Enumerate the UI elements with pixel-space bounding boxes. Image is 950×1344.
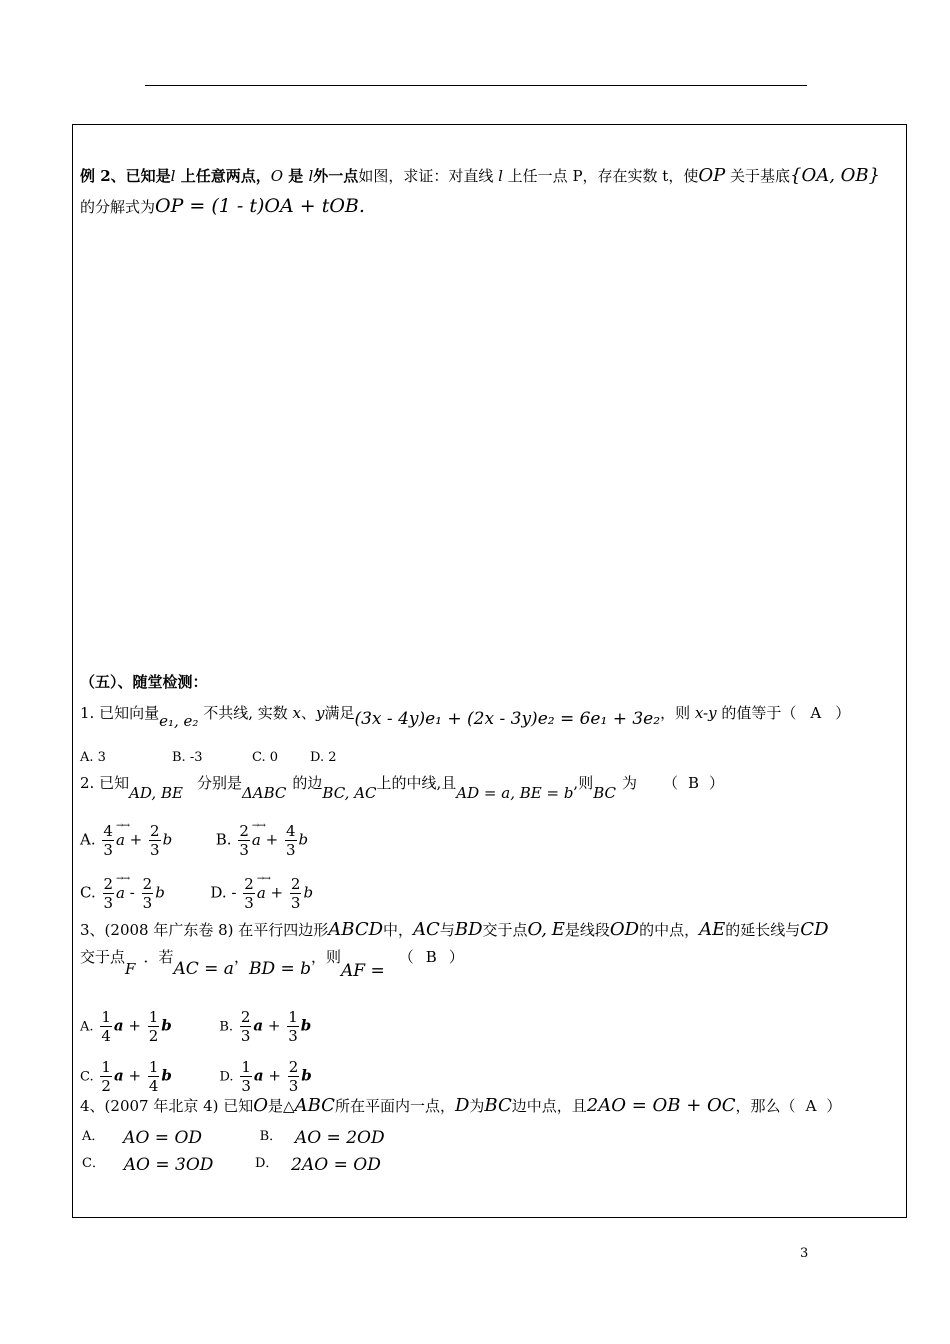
example-2-text: 如图，求证：对直线 xyxy=(358,167,499,185)
var-y: y xyxy=(315,704,325,722)
basis-set: {OA, OB} xyxy=(790,165,881,186)
q2-text: 的边 xyxy=(292,774,323,792)
q4-prefix: 4、(2007 年北京 4) 已知 xyxy=(80,1097,254,1115)
q4-condition: 2AO = OB + OC xyxy=(586,1095,736,1116)
page-number: 3 xyxy=(800,1246,809,1261)
section-title: （五）、随堂检测： xyxy=(80,673,208,691)
q4-options-row2 xyxy=(82,1152,381,1174)
var-x: x xyxy=(292,704,301,722)
vector-b: b xyxy=(298,830,309,849)
q3-paren: ） xyxy=(448,948,464,966)
vector-a: →→ a xyxy=(116,873,130,902)
content-frame xyxy=(72,124,907,1218)
example-2-prefix: 例 2、已知是 xyxy=(80,167,171,185)
q2-text: 上的中线,且 xyxy=(376,774,457,792)
q2-options-row2 xyxy=(80,875,313,912)
q2-text: 分别是 xyxy=(196,774,242,792)
operator: + xyxy=(270,883,284,902)
q1-sep: 、 xyxy=(300,704,316,722)
vector-b: b xyxy=(161,1066,172,1085)
operator: + xyxy=(128,1016,141,1035)
q2-target: BC xyxy=(593,784,616,802)
q3-text: 交于点 xyxy=(482,921,528,939)
q3-bd: BD xyxy=(454,919,483,940)
q3-od: OD xyxy=(609,919,640,940)
vector-a: →→ a xyxy=(251,820,265,849)
q2-option-c-label: C. xyxy=(80,883,96,902)
vector-b: b xyxy=(161,1016,172,1035)
question-3-line2 xyxy=(80,947,464,981)
q1-text: 的值等于（ xyxy=(716,704,797,722)
vector-b: b xyxy=(300,1016,312,1035)
operator: + xyxy=(267,1016,281,1035)
q3-abcd: ABCD xyxy=(328,919,384,940)
q3-text: 是线段 xyxy=(564,921,610,939)
q2-option-b-label: B. xyxy=(215,830,232,849)
fraction: $\frac{2}{3}$ xyxy=(150,822,160,859)
vector-b: b xyxy=(303,883,314,902)
q4-text: ，那么（ xyxy=(735,1097,796,1115)
q3-prefix: 3、(2008 年广东卷 8) 在平行四边形 xyxy=(80,921,329,939)
q2-condition: AD = a, BE = b xyxy=(456,784,574,802)
fraction: $\frac{2}{3}$ xyxy=(290,875,301,912)
fraction: $\frac{2}{3}$ xyxy=(288,1058,299,1095)
fraction: $\frac{1}{3}$ xyxy=(241,1058,251,1095)
q3-condition-bd: BD = b xyxy=(248,959,312,979)
fraction: $\frac{4}{3}$ xyxy=(285,822,296,859)
q1-close: ） xyxy=(835,704,851,722)
fraction: $\frac{2}{3}$ xyxy=(142,875,153,912)
q1-prefix: 1. 已知向量 xyxy=(80,704,160,722)
q2-sides: BC, AC xyxy=(322,784,377,802)
q4-text: 为 xyxy=(469,1097,485,1115)
q4-option-d-expr: 2AO = OD xyxy=(291,1155,381,1175)
q4-option-c-label: C． xyxy=(82,1156,105,1171)
q2-paren: ） xyxy=(709,774,725,792)
question-1 xyxy=(80,703,851,730)
q4-text: 所在平面内一点， xyxy=(334,1097,455,1115)
q1-option-c: C. 0 xyxy=(252,750,279,765)
q3-text: 交于点 xyxy=(80,948,126,966)
q3-af: AF = xyxy=(341,961,385,981)
example-2-text: 关于基底 xyxy=(725,167,790,185)
operator: + xyxy=(129,830,143,849)
q1-option-a: A. 3 xyxy=(80,750,106,765)
q3-text: 与 xyxy=(439,921,455,939)
q4-o: O xyxy=(253,1095,269,1116)
fraction: $\frac{1}{4}$ xyxy=(148,1058,159,1095)
operator: + xyxy=(265,830,279,849)
q4-d: D xyxy=(454,1095,470,1116)
operator: + xyxy=(128,1066,142,1085)
q2-text: 为 xyxy=(621,774,637,792)
q2-option-a-label: A. xyxy=(80,830,96,849)
fraction: $\frac{1}{3}$ xyxy=(288,1008,298,1045)
q1-options xyxy=(80,748,337,768)
fraction: $\frac{1}{2}$ xyxy=(148,1008,159,1045)
fraction: $\frac{1}{2}$ xyxy=(101,1058,111,1095)
q4-option-d-label: D． xyxy=(254,1156,279,1171)
q4-abc: ABC xyxy=(294,1095,335,1116)
q3-text: ， xyxy=(233,948,249,966)
vector-b: b xyxy=(301,1066,312,1085)
q1-vectors: e₁, e₂ xyxy=(159,712,199,730)
q4-option-b-label: B． xyxy=(259,1129,283,1144)
q2-options-row1 xyxy=(80,822,308,859)
example-2-line2 xyxy=(80,196,365,217)
q2-text: ,则 xyxy=(573,774,594,792)
q3-ac: AC xyxy=(413,919,440,940)
q1-equation: (3x - 4y)e₁ + (2x - 3y)e₂ = 6e₁ + 3e₂ xyxy=(354,709,661,729)
var-l: l xyxy=(498,167,503,185)
vector-a: a xyxy=(253,1066,264,1085)
q4-option-a-label: A． xyxy=(82,1129,105,1144)
q2-option-d-label: D. xyxy=(210,883,227,902)
q4-option-c-expr: AO = 3OD xyxy=(123,1155,214,1175)
q2-paren: （ xyxy=(663,774,679,792)
vector-a: →→ a xyxy=(256,873,270,902)
q3-o: O, xyxy=(527,919,547,940)
q3-answer: B xyxy=(425,948,437,966)
q3-e: E xyxy=(551,919,565,940)
var-l: l xyxy=(308,167,314,185)
example-2-text: 的分解式为 xyxy=(80,198,156,216)
q3-text: ，则 xyxy=(311,948,342,966)
q2-triangle: ΔABC xyxy=(241,784,287,802)
fraction: $\frac{4}{3}$ xyxy=(103,822,113,859)
q4-bc: BC xyxy=(484,1095,512,1116)
q1-answer: A xyxy=(810,704,822,722)
q1-option-d: D. 2 xyxy=(310,750,337,765)
vector-a: a xyxy=(113,1016,124,1035)
vector-op: OP xyxy=(698,165,726,186)
vector-a: a xyxy=(253,1016,264,1035)
fraction: $\frac{2}{3}$ xyxy=(239,822,249,859)
vector-b: b xyxy=(155,883,165,902)
q3-text: 的延长线与 xyxy=(725,921,801,939)
q3-option-a-label: A. xyxy=(80,1019,94,1035)
example-2-line1 xyxy=(80,166,880,186)
q3-paren: （ xyxy=(398,948,414,966)
q4-close: ） xyxy=(826,1097,842,1115)
vector-a: →→ a xyxy=(115,820,130,849)
operator: - xyxy=(231,883,237,902)
q2-prefix: 2. 已知 xyxy=(80,774,130,792)
q3-option-d-label: D. xyxy=(219,1069,234,1085)
q3-cd: CD xyxy=(800,919,829,940)
q3-options-row2 xyxy=(80,1058,312,1095)
q4-text: 是△ xyxy=(268,1097,295,1115)
q4-text: 边中点，且 xyxy=(511,1097,587,1115)
q3-options-row1 xyxy=(80,1008,311,1045)
q1-xy: x-y xyxy=(694,704,717,722)
q4-option-b-expr: AO = 2OD xyxy=(294,1128,385,1148)
var-o: O xyxy=(270,167,284,185)
example-2-text: 上任一点 P，存在实数 t，使 xyxy=(502,167,699,185)
vector-b: b xyxy=(162,830,173,849)
q1-text: 不共线, 实数 xyxy=(198,704,293,722)
q3-f: F xyxy=(125,960,136,978)
question-2 xyxy=(80,773,725,802)
q1-text: ，则 xyxy=(660,704,695,722)
q3-ae: AE xyxy=(699,919,726,940)
q2-answer: B xyxy=(688,774,700,792)
example-2-text: 上任意两点， xyxy=(175,167,271,185)
q3-text: 的中点， xyxy=(639,921,700,939)
fraction: $\frac{2}{3}$ xyxy=(240,1008,251,1045)
fraction: $\frac{2}{3}$ xyxy=(103,875,114,912)
fraction: $\frac{1}{4}$ xyxy=(101,1008,111,1045)
q1-text: 满足 xyxy=(324,704,355,722)
q3-text: 中， xyxy=(383,921,414,939)
q2-segments: AD, BE xyxy=(129,784,183,802)
q3-condition-ac: AC = a xyxy=(173,959,234,979)
q4-answer: A xyxy=(805,1097,817,1115)
question-4 xyxy=(80,1096,841,1116)
question-3-line1 xyxy=(80,920,829,940)
fraction: $\frac{2}{3}$ xyxy=(244,875,254,912)
example-2-text: 是 xyxy=(283,167,309,185)
q4-options-row1 xyxy=(82,1125,385,1147)
header-rule xyxy=(145,85,807,86)
q4-option-a-expr: AO = OD xyxy=(123,1128,203,1148)
operator: - xyxy=(129,883,135,902)
q3-text: ．若 xyxy=(143,948,174,966)
q1-option-b: B. -3 xyxy=(172,750,203,765)
operator: + xyxy=(268,1066,281,1085)
example-2-text: 外一点 xyxy=(313,167,359,185)
q3-option-b-label: B. xyxy=(219,1019,234,1035)
var-l: l xyxy=(170,167,176,185)
decomposition-formula: OP = (1 - t)OA + tOB. xyxy=(155,195,365,217)
vector-a: a xyxy=(113,1066,124,1085)
q3-option-c-label: C. xyxy=(80,1069,94,1085)
